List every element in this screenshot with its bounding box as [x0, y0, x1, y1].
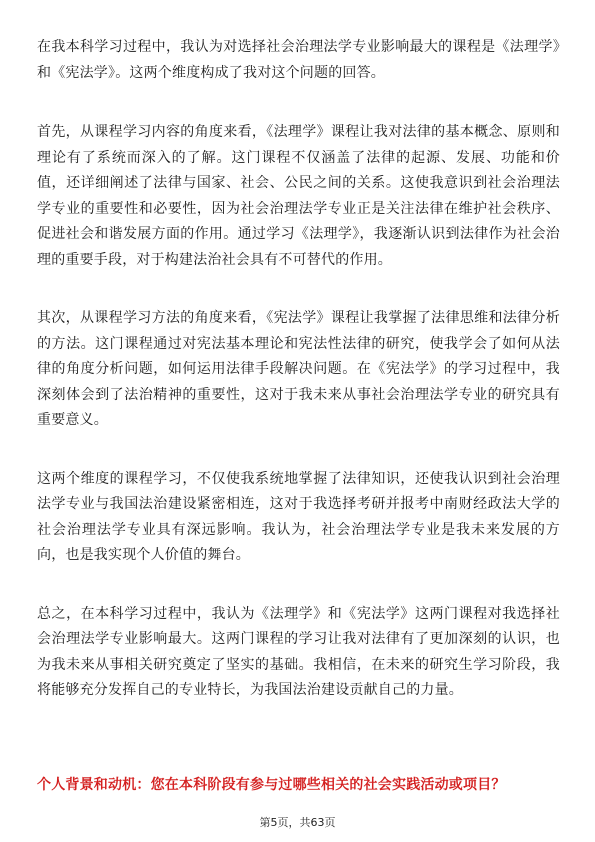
paragraph-intro: 在我本科学习过程中，我认为对选择社会治理法学专业影响最大的课程是《法理学》和《宪法学》。这两个维度构成了我对这个问题的回答。: [37, 39, 560, 81]
paragraph-conclusion: 总之，在本科学习过程中，我认为《法理学》和《宪法学》这两门课程对我选择社会治理法学专业影响最大。这两门课程的学习让我对法律有了更加深刻的认识，也为我未来从事相关研究奠定了坚实的基础。我相信，在未来的研究生学习阶段，我将能够充分发挥自己的专业特长，为我国法治建设贡献自己的力量。: [37, 605, 560, 698]
paragraph-impact: 这两个维度的课程学习，不仅使我系统地掌握了法律知识，还使我认识到社会治理法学专业与我国法治建设紧密相连，这对于我选择考研并报考中南财经政法大学的社会治理法学专业具有深远影响。我认为，社会治理法学专业是我未来发展的方向，也是我实现个人价值的舞台。: [37, 470, 560, 563]
question-heading: 个人背景和动机：您在本科阶段有参与过哪些相关的社会实践活动或项目？: [37, 777, 506, 793]
paragraph-second-dimension: 其次，从课程学习方法的角度来看，《宪法学》课程让我掌握了法律思维和法律分析的方法。这门课程通过对宪法基本理论和宪法性法律的研究，使我学会了如何从法律的角度分析问题，如何运用法律手段解决问题。在《宪法学》的学习过程中，我深刻体会到了法治精神的重要性，这对于我未来从事社会治理法学专业的研究具有重要意义。: [37, 310, 560, 428]
paragraph-first-dimension: 首先，从课程学习内容的角度来看，《法理学》课程让我对法律的基本概念、原则和理论有了系统而深入的了解。这门课程不仅涵盖了法律的起源、发展、功能和价值，还详细阐述了法律与国家、社会、公民之间的关系。这使我意识到社会治理法学专业的重要性和必要性，因为社会治理法学专业正是关注法律在维护社会秩序、促进社会和谐发展方面的作用。通过学习《法理学》，我逐渐认识到法律作为社会治理的重要手段，对于构建法治社会具有不可替代的作用。: [37, 124, 560, 268]
body-text: [37, 35, 560, 737]
page-number: 第5页，共63页: [259, 816, 336, 829]
